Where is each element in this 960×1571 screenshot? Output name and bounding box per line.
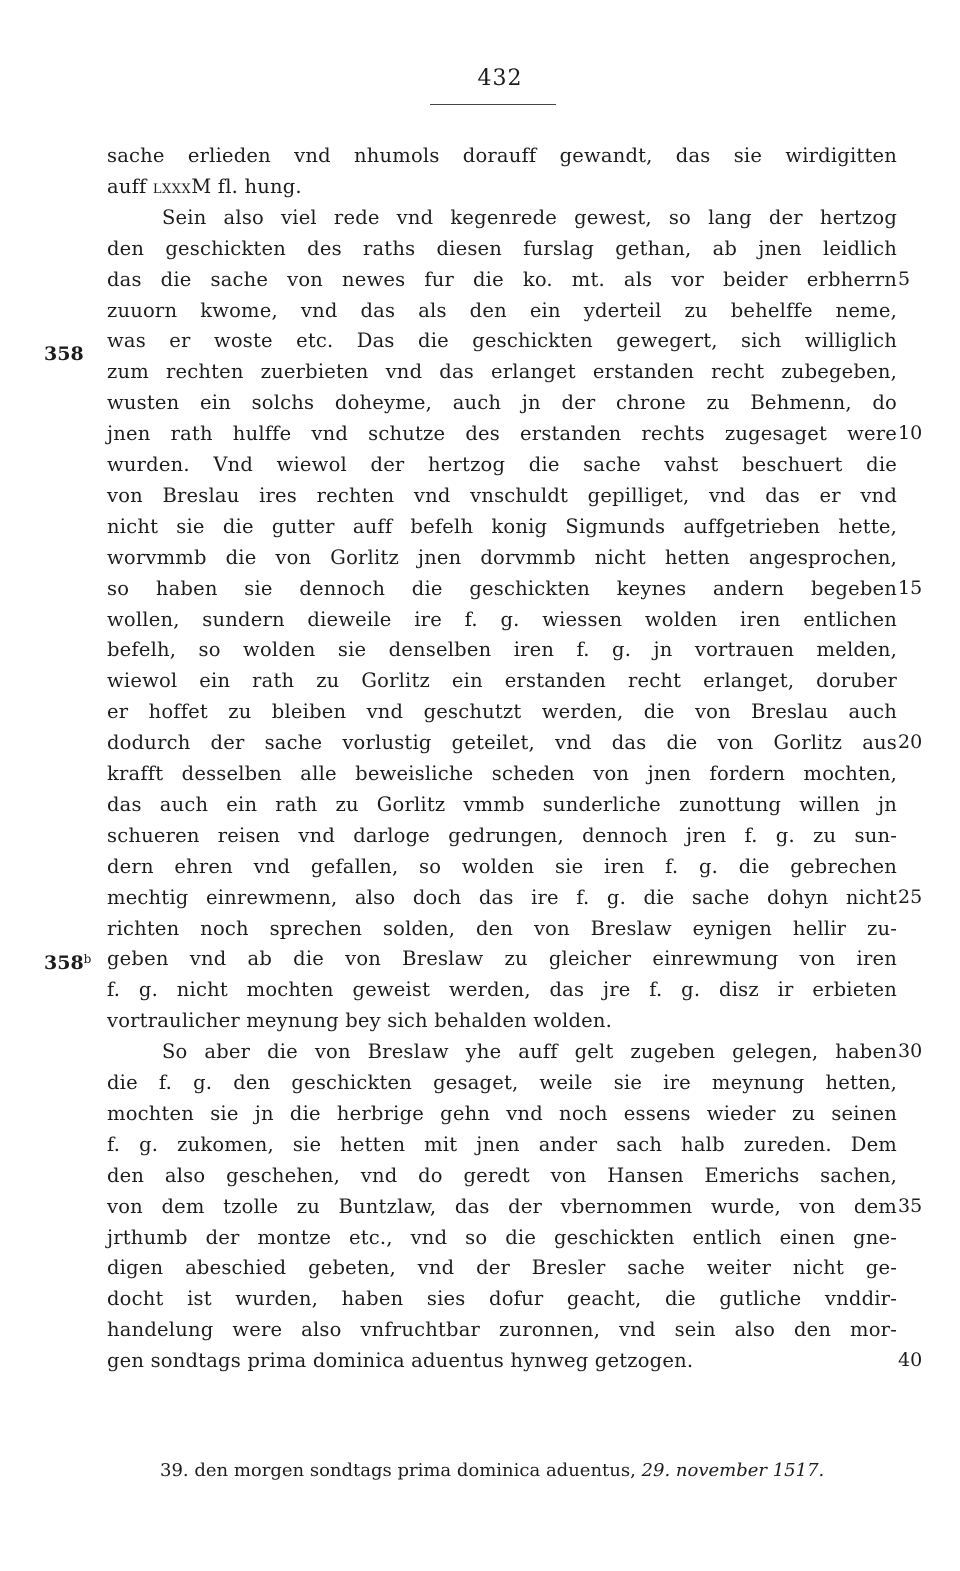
line-number: 5	[898, 267, 911, 290]
text-line: f. g. zukomen, sie hetten mit jnen ander sach halb zureden. Dem	[107, 1132, 897, 1156]
text-line: von Breslau ires rechten vnd vnschuldt gepilliget, vnd das er vnd	[107, 483, 897, 507]
text-line: geben vnd ab die von Breslaw zu gleicher einrewmung von iren	[107, 947, 897, 971]
line-number: 30	[898, 1040, 923, 1063]
text-line: dodurch der sache vorlustig geteilet, vnd das die von Gorlitz aus	[107, 731, 897, 755]
text-line: So aber die von Breslaw yhe auff gelt zugeben gelegen, haben	[162, 1040, 897, 1064]
line-number: 35	[898, 1194, 923, 1217]
footnote	[160, 1456, 880, 1486]
text-line: wiewol ein rath zu Gorlitz ein erstanden recht erlanget, doruber	[107, 669, 897, 693]
text-line: schueren reisen vnd darloge gedrungen, dennoch jren f. g. zu sun-	[107, 823, 897, 847]
text-line: zum rechten zuerbieten vnd das erlanget erstanden recht zubegeben,	[107, 360, 897, 384]
margin-ref-number: 358	[44, 343, 84, 365]
text-line	[107, 171, 897, 202]
text-line: wurden. Vnd wiewol der hertzog die sache vahst beschuert die	[107, 453, 897, 476]
text-line: zuuorn kwome, vnd das als den ein yderteil zu behelffe neme,	[107, 298, 897, 322]
margin-ref-number: 358	[44, 952, 84, 974]
margin-ref-358	[44, 339, 84, 370]
line-number: 40	[898, 1349, 923, 1372]
text-line: jrthumb der montze etc., vnd so die geschickten entlich einen gne-	[107, 1225, 897, 1249]
text-line: gen sondtags prima dominica aduentus hynweg getzogen.	[107, 1349, 694, 1373]
line-number: 20	[898, 731, 923, 754]
text-line: das die sache von newes fur die ko. mt. als vor beider erbherrn	[107, 267, 897, 291]
footnote-date: 29. november 1517.	[641, 1460, 825, 1481]
text-line: worvmmb die von Gorlitz jnen dorvmmb nicht hetten angesprochen,	[107, 545, 897, 569]
text-line: mochten sie jn die herbrige gehn vnd noch essens wieder zu seinen	[107, 1101, 897, 1125]
line-number: 15	[898, 576, 923, 599]
page-number: 432	[477, 66, 523, 91]
text-line: digen abeschied gebeten, vnd der Bresler sache weiter nicht ge-	[107, 1256, 897, 1280]
text-line: mechtig einrewmenn, also doch das ire f. g. die sache dohyn nicht	[107, 885, 897, 909]
text-line: was er woste etc. Das die geschickten gewegert, sich williglich	[107, 329, 897, 353]
text-line: docht ist wurden, haben sies dofur geacht, die gutliche vnddir-	[107, 1287, 897, 1311]
header-rule	[430, 104, 556, 105]
text-line-part: auff	[107, 174, 153, 198]
margin-ref-358b	[44, 944, 91, 979]
text-line: er hoffet zu bleiben vnd geschutzt werden, die von Breslau auch	[107, 700, 897, 724]
text-line: jnen rath hulffe vnd schutze des erstanden rechts zugesaget were	[107, 422, 897, 446]
text-line: handelung were also vnfruchtbar zuronnen, vnd sein also den mor-	[107, 1318, 897, 1342]
text-line: das auch ein rath zu Gorlitz vmmb sunderliche zunottung willen jn	[107, 792, 897, 816]
text-line: wollen, sundern dieweile ire f. g. wiessen wolden iren entlichen	[107, 607, 897, 631]
text-line: Sein also viel rede vnd kegenrede gewest, so lang der hertzog	[162, 205, 897, 229]
line-number: 10	[898, 422, 923, 445]
text-line: vortraulicher meynung bey sich behalden wolden.	[107, 1009, 613, 1033]
text-line-part: M fl. hung.	[191, 174, 302, 198]
text-line: dern ehren vnd gefallen, so wolden sie iren f. g. die gebrechen	[107, 854, 897, 878]
text-line: so haben sie dennoch die geschickten keynes andern begeben	[107, 576, 897, 600]
text-line: von dem tzolle zu Buntzlaw, das der vbernommen wurde, von dem	[107, 1194, 897, 1218]
roman-numeral: LXXX	[152, 181, 192, 197]
text-line: f. g. nicht mochten geweist werden, das jre f. g. disz ir erbieten	[107, 978, 897, 1002]
text-line: richten noch sprechen solden, den von Breslaw eynigen hellir zu-	[107, 916, 897, 940]
margin-ref-suffix: b	[83, 952, 92, 966]
text-line: nicht sie die gutter auff befelh konig Sigmunds auffgetrieben hette,	[107, 514, 897, 538]
footnote-text: 39. den morgen sondtags prima dominica aduentus,	[160, 1460, 642, 1481]
line-number: 25	[898, 885, 923, 908]
text-line: den also geschehen, vnd do geredt von Hansen Emerichs sachen,	[107, 1163, 897, 1187]
text-line: krafft desselben alle beweisliche scheden von jnen fordern mochten,	[107, 762, 897, 785]
text-line: die f. g. den geschickten gesaget, weile sie ire meynung hetten,	[107, 1071, 897, 1094]
text-line: sache erlieden vnd nhumols dorauff gewandt, das sie wirdigitten	[107, 144, 897, 167]
text-line: wusten ein solchs doheyme, auch jn der chrone zu Behmenn, do	[107, 391, 897, 415]
text-line: befelh, so wolden sie denselben iren f. g. jn vortrauen melden,	[107, 638, 897, 662]
text-line: den geschickten des raths diesen furslag gethan, ab jnen leidlich	[107, 236, 897, 260]
